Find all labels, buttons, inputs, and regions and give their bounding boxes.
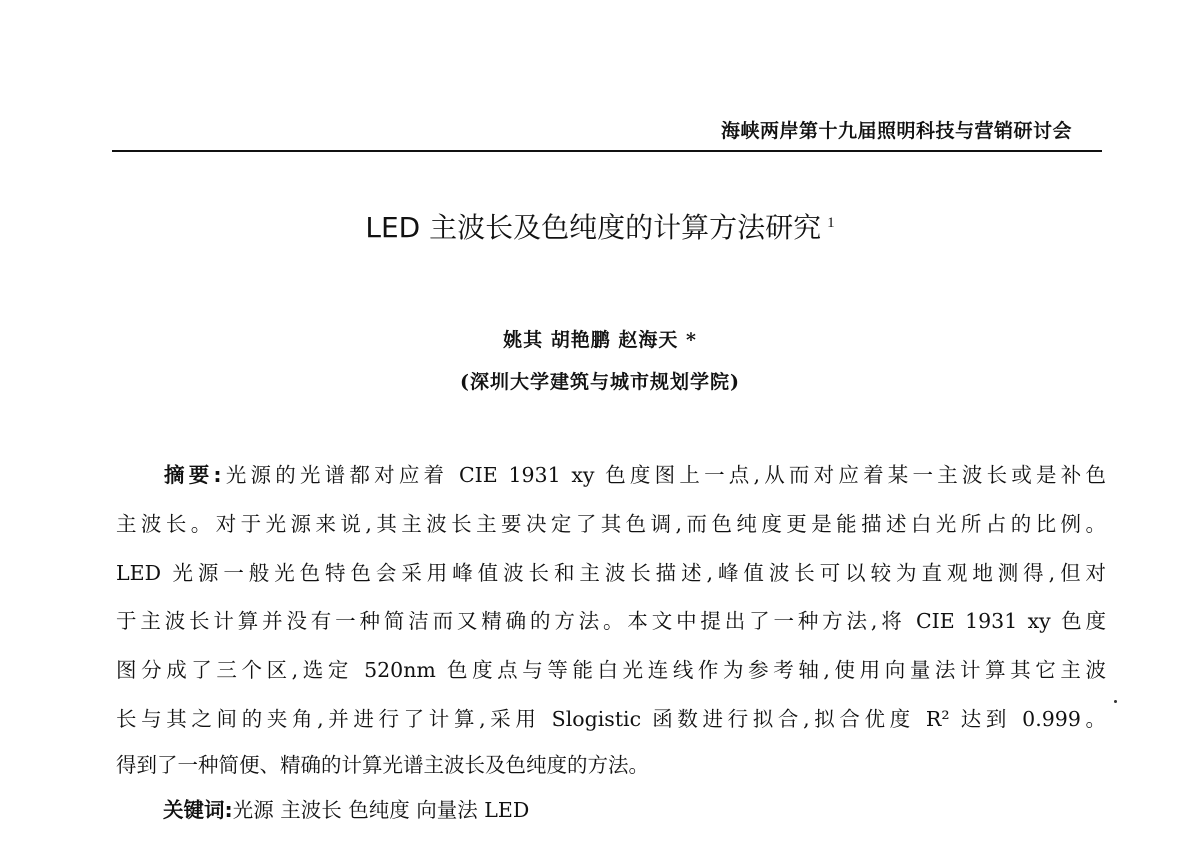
abstract-line-1 (116, 462, 1106, 488)
header-divider (112, 150, 1102, 152)
abstract-line-5: 图分成了三个区,选定 520nm 色度点与等能白光连线作为参考轴,使用向量法计算其它主波 (116, 658, 1106, 682)
abstract-line-6: 长与其之间的夹角,并进行了计算,采用 Slogistic 函数进行拟合,拟合优度 R² 达到 0.999。 (116, 707, 1106, 731)
abstract-line-4: 于主波长计算并没有一种简洁而又精确的方法。本文中提出了一种方法,将 CIE 1931 xy 色度 (116, 609, 1106, 633)
paper-title (0, 206, 1200, 246)
keywords (163, 797, 529, 823)
keywords-text: 光源 主波长 色纯度 向量法 LED (232, 798, 530, 822)
abstract-line-3: LED 光源一般光色特色会采用峰值波长和主波长描述,峰值波长可以较为直观地测得,但对 (116, 561, 1106, 585)
running-header: 海峡两岸第十九届照明科技与营销研讨会 (720, 120, 1072, 142)
abstract-label: 摘要: (164, 463, 222, 487)
paper-title-text: LED 主波长及色纯度的计算方法研究 (365, 211, 822, 244)
title-footnote-marker: 1 (827, 214, 835, 231)
author-list: 姚其 胡艳鹏 赵海天 * (503, 329, 697, 351)
abstract-line-1-text: 光源的光谱都对应着 CIE 1931 xy 色度图上一点,从而对应着某一主波长或是补色 (221, 463, 1106, 487)
keywords-label: 关键词: (163, 798, 233, 822)
affiliation: (深圳大学建筑与城市规划学院) (460, 371, 740, 393)
scan-artifact-dot (1114, 700, 1117, 703)
abstract-line-2: 主波长。对于光源来说,其主波长主要决定了其色调,而色纯度更是能描述白光所占的比例。 (116, 512, 1106, 536)
abstract-line-7: 得到了一种简便、精确的计算光谱主波长及色纯度的方法。 (116, 753, 649, 777)
